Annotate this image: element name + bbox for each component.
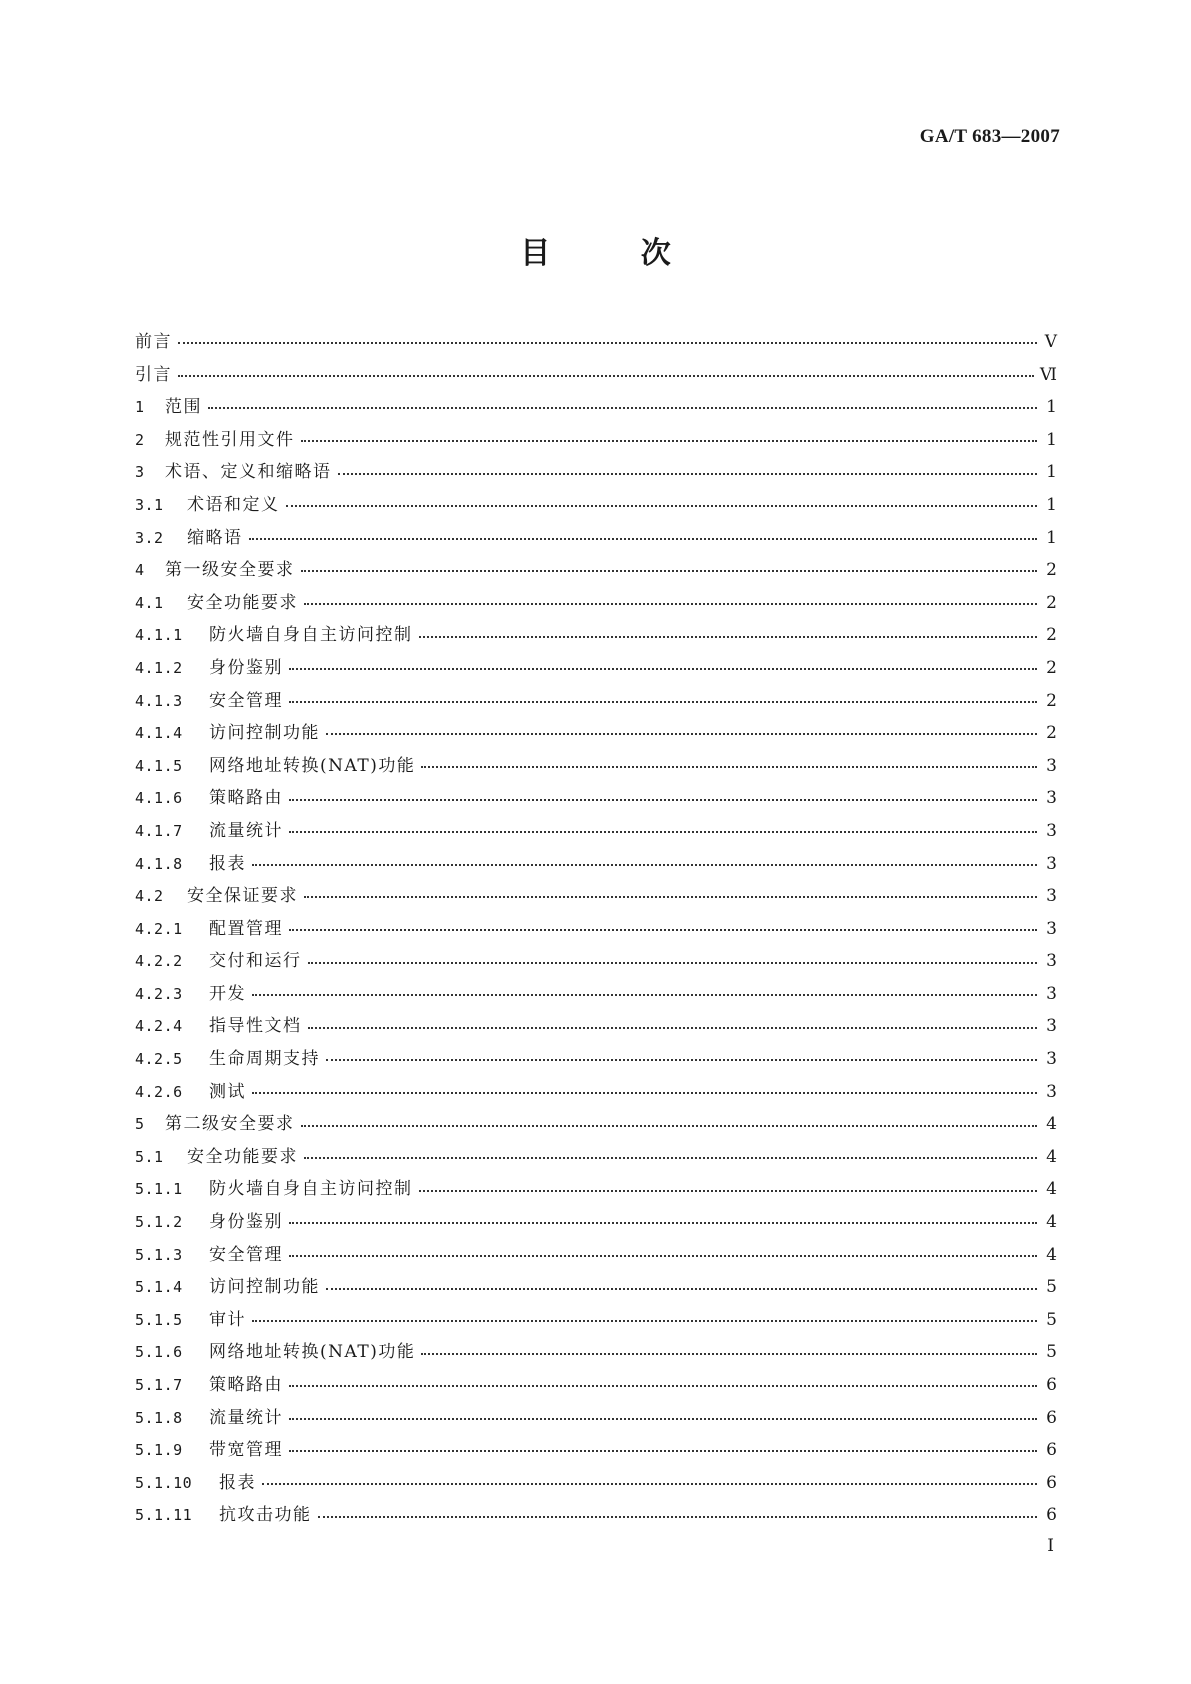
toc-entry-page: 4 bbox=[1046, 1146, 1057, 1167]
toc-entry-number: 4.1.5 bbox=[135, 756, 183, 775]
toc-entry-page: 3 bbox=[1046, 1016, 1057, 1037]
toc-entry-title: 安全保证要求 bbox=[187, 886, 298, 907]
toc-entry-title: 抗攻击功能 bbox=[219, 1505, 312, 1526]
dot-leader bbox=[421, 766, 1037, 768]
toc-entry[interactable] bbox=[135, 978, 1057, 1011]
toc-entry-title: 范围 bbox=[165, 397, 202, 418]
dot-leader bbox=[289, 929, 1037, 931]
toc-entry[interactable] bbox=[135, 1304, 1057, 1337]
dot-leader bbox=[289, 701, 1037, 703]
toc-entry-page: 1 bbox=[1046, 429, 1057, 450]
toc-entry[interactable] bbox=[135, 717, 1057, 750]
toc-entry-title: 术语和定义 bbox=[187, 494, 280, 515]
dot-leader bbox=[252, 1092, 1037, 1094]
dot-leader bbox=[419, 1190, 1038, 1192]
toc-entry-number: 4.1.8 bbox=[135, 854, 183, 873]
toc-entry-page: 5 bbox=[1046, 1342, 1057, 1363]
dot-leader bbox=[301, 440, 1038, 442]
toc-entry-page: 2 bbox=[1046, 625, 1057, 646]
toc-entry-page: 1 bbox=[1046, 462, 1057, 483]
toc-entry-page: 4 bbox=[1046, 1244, 1057, 1265]
dot-leader bbox=[289, 1255, 1037, 1257]
toc-entry-number: 3.2 bbox=[135, 528, 164, 547]
toc-entry[interactable] bbox=[135, 1434, 1057, 1467]
toc-entry-page: 6 bbox=[1046, 1472, 1057, 1493]
dot-leader bbox=[318, 1516, 1038, 1518]
toc-entry[interactable] bbox=[135, 522, 1057, 555]
dot-leader bbox=[289, 831, 1037, 833]
toc-entry-page: 3 bbox=[1046, 951, 1057, 972]
toc-entry-title: 网络地址转换(NAT)功能 bbox=[209, 1342, 416, 1363]
toc-entry-number: 5 bbox=[135, 1115, 145, 1134]
toc-entry-page: Ⅵ bbox=[1039, 364, 1057, 385]
toc-entry-title: 策略路由 bbox=[209, 788, 283, 809]
toc-entry-title: 配置管理 bbox=[209, 918, 283, 939]
toc-entry-page: 6 bbox=[1046, 1505, 1057, 1526]
toc-entry-number: 4.1.2 bbox=[135, 658, 183, 677]
toc-entry-title: 流量统计 bbox=[209, 820, 283, 841]
toc-entry-title: 开发 bbox=[209, 983, 246, 1004]
toc-entry[interactable] bbox=[135, 782, 1057, 815]
standard-code: GA/T 683—2007 bbox=[919, 126, 1060, 147]
toc-entry-title: 安全功能要求 bbox=[187, 592, 298, 613]
dot-leader bbox=[326, 1059, 1037, 1061]
toc-entry-title: 审计 bbox=[209, 1309, 246, 1330]
toc-entry-number: 5.1.9 bbox=[135, 1441, 183, 1460]
dot-leader bbox=[262, 1483, 1037, 1485]
dot-leader bbox=[419, 636, 1038, 638]
toc-entry-title: 策略路由 bbox=[209, 1375, 283, 1395]
toc-entry[interactable] bbox=[135, 1402, 1057, 1435]
toc-entry[interactable] bbox=[135, 1271, 1057, 1304]
dot-leader bbox=[252, 1320, 1037, 1322]
toc-entry-page: 6 bbox=[1046, 1440, 1057, 1461]
dot-leader bbox=[304, 896, 1037, 898]
toc-entry-number: 5.1.2 bbox=[135, 1213, 183, 1232]
toc-entry-number: 4.1.7 bbox=[135, 821, 183, 840]
toc-entry-title: 安全管理 bbox=[209, 690, 283, 711]
toc-entry-number: 4.2.4 bbox=[135, 1017, 183, 1036]
toc-entry-number: 3.1 bbox=[135, 495, 164, 514]
toc-entry[interactable] bbox=[135, 1369, 1057, 1402]
toc-entry-number: 4.2.2 bbox=[135, 952, 183, 971]
toc-entry-title: 身份鉴别 bbox=[209, 1212, 283, 1233]
toc-entry-title: 安全管理 bbox=[209, 1244, 283, 1265]
toc-entry[interactable] bbox=[135, 1076, 1057, 1109]
dot-leader bbox=[252, 994, 1037, 996]
toc-entry-number: 4.2.1 bbox=[135, 919, 183, 938]
toc-entry[interactable] bbox=[135, 1499, 1057, 1532]
toc-entry-title: 第一级安全要求 bbox=[165, 560, 295, 581]
dot-leader bbox=[301, 1125, 1038, 1127]
toc-entry-title: 流量统计 bbox=[209, 1407, 283, 1428]
toc-entry-page: 2 bbox=[1046, 723, 1057, 744]
toc-entry-number: 5.1.7 bbox=[135, 1376, 183, 1394]
toc-entry-number: 4.1.3 bbox=[135, 691, 183, 710]
dot-leader bbox=[289, 1450, 1037, 1452]
toc-entry[interactable] bbox=[135, 326, 1057, 359]
toc-entry[interactable] bbox=[135, 587, 1057, 620]
toc-entry-title: 指导性文档 bbox=[209, 1016, 302, 1037]
toc-entry-number: 5.1.5 bbox=[135, 1310, 183, 1329]
toc-entry[interactable] bbox=[135, 880, 1057, 913]
toc-entry[interactable] bbox=[135, 945, 1057, 978]
toc-entry[interactable] bbox=[135, 1336, 1057, 1369]
dot-leader bbox=[208, 407, 1037, 409]
toc-entry-page: 2 bbox=[1046, 560, 1057, 581]
toc-entry-title: 测试 bbox=[209, 1081, 246, 1102]
toc-entry[interactable] bbox=[135, 815, 1057, 848]
toc-entry-number: 4.2.3 bbox=[135, 984, 183, 1003]
toc-entry[interactable] bbox=[135, 1206, 1057, 1239]
toc-entry-page: 3 bbox=[1046, 886, 1057, 907]
toc-entry-number: 1 bbox=[135, 398, 145, 417]
toc-entry-number: 5.1 bbox=[135, 1147, 164, 1166]
dot-leader bbox=[338, 473, 1038, 475]
toc-entry-page: 3 bbox=[1046, 983, 1057, 1004]
toc-entry[interactable] bbox=[135, 424, 1057, 457]
toc-entry[interactable] bbox=[135, 848, 1057, 881]
toc-entry-title: 访问控制功能 bbox=[209, 1277, 320, 1298]
dot-leader bbox=[308, 1027, 1038, 1029]
toc-entry[interactable] bbox=[135, 1141, 1057, 1174]
toc-entry-title: 防火墙自身自主访问控制 bbox=[209, 1179, 413, 1200]
dot-leader bbox=[326, 733, 1037, 735]
toc-entry-number: 5.1.4 bbox=[135, 1278, 183, 1297]
toc-entry-title: 报表 bbox=[219, 1472, 256, 1493]
toc-entry-page: 3 bbox=[1046, 918, 1057, 939]
toc-entry[interactable] bbox=[135, 1239, 1057, 1272]
toc-entry-number: 5.1.10 bbox=[135, 1473, 193, 1492]
dot-leader bbox=[301, 570, 1038, 572]
dot-leader bbox=[249, 538, 1038, 540]
dot-leader bbox=[304, 603, 1037, 605]
dot-leader bbox=[286, 505, 1038, 507]
toc-entry-page: 3 bbox=[1046, 755, 1057, 776]
toc-entry-title: 术语、定义和缩略语 bbox=[165, 462, 332, 483]
toc-entry-title: 防火墙自身自主访问控制 bbox=[209, 625, 413, 646]
toc-entry-page: 4 bbox=[1046, 1212, 1057, 1233]
toc-entry-number: 5.1.8 bbox=[135, 1408, 183, 1427]
toc-entry-number: 4.2 bbox=[135, 887, 164, 906]
toc-entry-number: 4.2.6 bbox=[135, 1082, 183, 1101]
toc-entry[interactable] bbox=[135, 359, 1057, 392]
dot-leader bbox=[178, 375, 1034, 377]
toc-entry[interactable] bbox=[135, 1108, 1057, 1141]
toc-entry-number: 5.1.3 bbox=[135, 1245, 183, 1264]
toc-entry[interactable] bbox=[135, 652, 1057, 685]
toc-entry-page: 4 bbox=[1046, 1114, 1057, 1135]
toc-entry-title: 安全功能要求 bbox=[187, 1146, 298, 1167]
toc-entry-page: 1 bbox=[1046, 494, 1057, 515]
toc-entry-page: 3 bbox=[1046, 788, 1057, 809]
toc-entry-number: 5.1.11 bbox=[135, 1506, 193, 1525]
toc-entry-number: 5.1.1 bbox=[135, 1180, 183, 1199]
dot-leader bbox=[252, 864, 1037, 866]
toc-entry[interactable] bbox=[135, 554, 1057, 587]
toc-entry-number: 4.1 bbox=[135, 593, 164, 612]
dot-leader bbox=[304, 1157, 1037, 1159]
toc-entry-page: 5 bbox=[1046, 1277, 1057, 1298]
toc-entry[interactable] bbox=[135, 456, 1057, 489]
toc-entry[interactable] bbox=[135, 685, 1057, 718]
toc-entry-title: 报表 bbox=[209, 853, 246, 874]
dot-leader bbox=[289, 799, 1037, 801]
toc-entry-title: 带宽管理 bbox=[209, 1440, 283, 1461]
toc-entry-title: 访问控制功能 bbox=[209, 723, 320, 744]
toc-entry-page: 6 bbox=[1046, 1375, 1057, 1395]
toc-entry-title: 前言 bbox=[135, 332, 172, 352]
toc-entry-page: Ⅴ bbox=[1044, 332, 1057, 352]
dot-leader bbox=[289, 668, 1037, 670]
toc-entry[interactable] bbox=[135, 391, 1057, 424]
dot-leader bbox=[178, 342, 1037, 344]
toc-entry-title: 生命周期支持 bbox=[209, 1049, 320, 1070]
toc-entry-number: 4.1.4 bbox=[135, 724, 183, 743]
toc-entry-number: 2 bbox=[135, 430, 145, 449]
toc-entry-number: 4.1.1 bbox=[135, 626, 183, 645]
dot-leader bbox=[421, 1353, 1037, 1355]
toc-entry-title: 交付和运行 bbox=[209, 951, 302, 972]
toc-entry-number: 4.1.6 bbox=[135, 789, 183, 808]
toc-entry-title: 缩略语 bbox=[187, 527, 243, 548]
toc-entry-number: 3 bbox=[135, 463, 145, 482]
toc-entry[interactable] bbox=[135, 1043, 1057, 1076]
toc-entry-page: 3 bbox=[1046, 1081, 1057, 1102]
toc-entry-page: 3 bbox=[1046, 820, 1057, 841]
dot-leader bbox=[308, 962, 1038, 964]
toc-entry-title: 引言 bbox=[135, 364, 172, 385]
toc-entry-page: 2 bbox=[1046, 690, 1057, 711]
page-title: 目 次 bbox=[520, 236, 711, 271]
table-of-contents bbox=[135, 326, 1057, 1532]
toc-entry-number: 4 bbox=[135, 561, 145, 580]
toc-entry-page: 4 bbox=[1046, 1179, 1057, 1200]
toc-entry-page: 1 bbox=[1046, 397, 1057, 418]
toc-entry-number: 5.1.6 bbox=[135, 1343, 183, 1362]
toc-entry[interactable] bbox=[135, 750, 1057, 783]
toc-entry-title: 网络地址转换(NAT)功能 bbox=[209, 755, 416, 776]
toc-entry-page: 2 bbox=[1046, 657, 1057, 678]
toc-entry-page: 2 bbox=[1046, 592, 1057, 613]
dot-leader bbox=[289, 1385, 1037, 1387]
dot-leader bbox=[326, 1288, 1037, 1290]
toc-entry-page: 6 bbox=[1046, 1407, 1057, 1428]
toc-entry-page: 3 bbox=[1046, 1049, 1057, 1070]
toc-entry-title: 身份鉴别 bbox=[209, 657, 283, 678]
toc-entry-page: 1 bbox=[1046, 527, 1057, 548]
toc-entry[interactable] bbox=[135, 913, 1057, 946]
toc-entry[interactable] bbox=[135, 1173, 1057, 1206]
dot-leader bbox=[289, 1222, 1037, 1224]
toc-entry-number: 4.2.5 bbox=[135, 1050, 183, 1069]
toc-entry[interactable] bbox=[135, 1467, 1057, 1500]
toc-entry[interactable] bbox=[135, 489, 1057, 522]
toc-entry-page: 3 bbox=[1046, 853, 1057, 874]
toc-entry[interactable] bbox=[135, 619, 1057, 652]
page-number: I bbox=[1047, 1536, 1054, 1556]
toc-entry-title: 规范性引用文件 bbox=[165, 429, 295, 450]
toc-entry-page: 5 bbox=[1046, 1309, 1057, 1330]
toc-entry-title: 第二级安全要求 bbox=[165, 1114, 295, 1135]
dot-leader bbox=[289, 1418, 1037, 1420]
toc-entry[interactable] bbox=[135, 1010, 1057, 1043]
